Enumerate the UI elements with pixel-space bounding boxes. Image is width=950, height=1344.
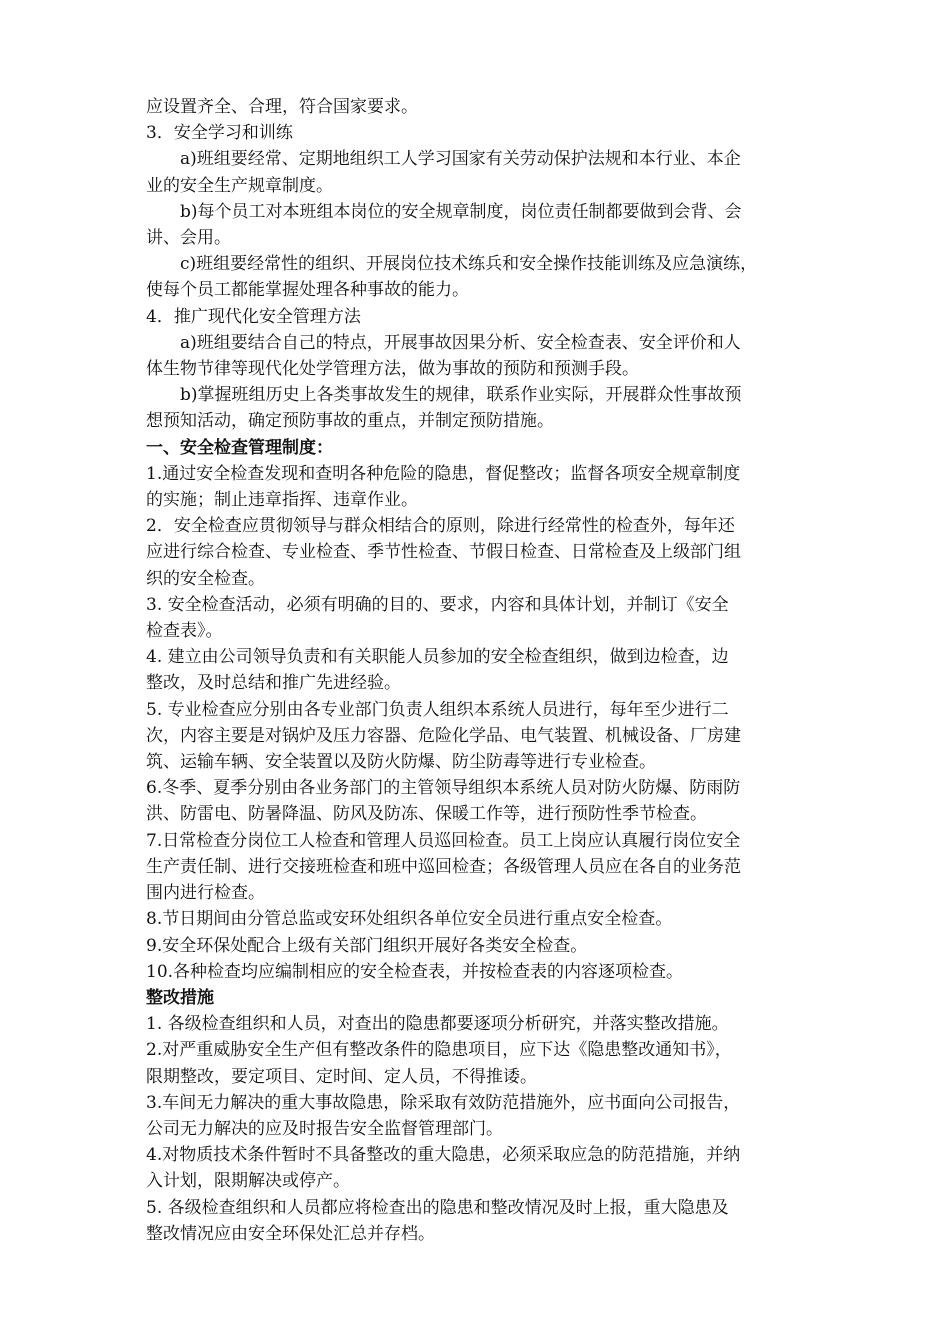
inspection-item-line: 织的安全检查。 xyxy=(146,568,265,589)
inspection-item xyxy=(146,513,822,592)
inspection-item-line: 8.节日期间由分管总监或安环处组织各单位安全员进行重点安全检查。 xyxy=(146,909,673,930)
section3-item-c-line2: 使每个员工都能掌握处理各种事故的能力。 xyxy=(146,280,469,301)
rectification-item-line: 限期整改，要定项目、定时间、定人员，不得推诿。 xyxy=(146,1066,537,1087)
inspection-item-line: 应进行综合检查、专业检查、季节性检查、节假日检查、日常检查及上级部门组 xyxy=(146,542,741,563)
inspection-item-line: 6.冬季、夏季分别由各业务部门的主管领导组织本系统人员对防火防爆、防雨防 xyxy=(146,778,741,799)
inspection-item-line: 的实施；制止违章指挥、违章作业。 xyxy=(146,490,418,511)
inspection-item-line: 1.通过安全检查发现和查明各种危险的隐患，督促整改；监督各项安全规章制度 xyxy=(146,463,741,484)
inspection-item xyxy=(146,697,822,776)
section3-item-c-line1: c)班组要经常性的组织、开展岗位技术练兵和安全操作技能训练及应急演练， xyxy=(180,254,758,275)
rectification-list xyxy=(146,1011,822,1247)
section4-item-b-line2: 想预知活动，确定预防事故的重点，并制定预防措施。 xyxy=(146,411,554,432)
inspection-item-line: 生产责任制、进行交接班检查和班中巡回检查；各级管理人员应在各自的业务范 xyxy=(146,856,741,877)
section3-item-b-line2: 讲、会用。 xyxy=(146,228,231,249)
inspection-item xyxy=(146,644,822,696)
rectification-item xyxy=(146,1090,822,1142)
section3-item-a-line1: a)班组要经常、定期地组织工人学习国家有关劳动保护法规和本行业、本企 xyxy=(180,149,741,170)
inspection-item xyxy=(146,906,822,932)
rectification-item-line: 2.对严重威胁安全生产但有整改条件的隐患项目，应下达《隐患整改通知书》， xyxy=(146,1040,732,1061)
rectification-item-line: 公司无力解决的应及时报告安全监督管理部门。 xyxy=(146,1118,503,1139)
section4-item-a-line2: 体生物节律等现代化处学管理方法，做为事故的预防和预测手段。 xyxy=(146,359,639,380)
inspection-item-line: 筑、运输车辆、安全装置以及防火防爆、防尘防毒等进行专业检查。 xyxy=(146,752,656,773)
section3-item-b-line1: b)每个员工对本班组本岗位的安全规章制度，岗位责任制都要做到会背、会 xyxy=(180,201,742,222)
inspection-item xyxy=(146,959,822,985)
inspection-item xyxy=(146,828,822,907)
section4-title: 4．推广现代化安全管理方法 xyxy=(146,306,361,327)
rectification-item xyxy=(146,1011,822,1037)
rectification-item-line: 4.对物质技术条件暂时不具备整改的重大隐患，必须采取应急的防范措施，并纳 xyxy=(146,1145,741,1166)
rectification-item-line: 整改情况应由安全环保处汇总并存档。 xyxy=(146,1223,435,1244)
inspection-item-line: 洪、防雷电、防暑降温、防风及防冻、保暖工作等，进行预防性季节检查。 xyxy=(146,804,707,825)
inspection-heading: 一、安全检查管理制度： xyxy=(146,437,333,458)
section4-item-a-line1: a)班组要结合自己的特点，开展事故因果分析、安全检查表、安全评价和人 xyxy=(180,332,741,353)
section4-item-b-line1: b)掌握班组历史上各类事故发生的规律，联系作业实际，开展群众性事故预 xyxy=(180,385,742,406)
document-page xyxy=(146,94,822,1247)
rectification-item-line: 1. 各级检查组织和人员，对查出的隐患都要逐项分析研究，并落实整改措施。 xyxy=(146,1014,729,1035)
inspection-item xyxy=(146,775,822,827)
rectification-item-line: 3.车间无力解决的重大事故隐患，除采取有效防范措施外，应书面向公司报告， xyxy=(146,1092,741,1113)
inspection-item-line: 次，内容主要是对锅炉及压力容器、危险化学品、电气装置、机械设备、厂房建 xyxy=(146,725,741,746)
rectification-item xyxy=(146,1037,822,1089)
inspection-item-line: 检查表》。 xyxy=(146,621,223,642)
inspection-item-line: 10.各种检查均应编制相应的安全检查表，并按检查表的内容逐项检查。 xyxy=(146,961,684,982)
section3-item-a-line2: 业的安全生产规章制度。 xyxy=(146,175,333,196)
inspection-item-line: 3. 安全检查活动，必须有明确的目的、要求，内容和具体计划，并制订《安全 xyxy=(146,594,729,615)
intro-tail: 应设置齐全、合理，符合国家要求。 xyxy=(146,97,418,117)
rectification-item xyxy=(146,1142,822,1194)
inspection-item-line: 围内进行检查。 xyxy=(146,883,265,904)
inspection-item xyxy=(146,461,822,513)
inspection-list xyxy=(146,461,822,985)
rectification-heading: 整改措施 xyxy=(146,987,214,1008)
rectification-item-line: 入计划，限期解决或停产。 xyxy=(146,1171,350,1192)
inspection-item xyxy=(146,933,822,959)
inspection-item xyxy=(146,592,822,644)
section3-title: 3．安全学习和训练 xyxy=(146,123,293,144)
inspection-item-line: 7.日常检查分岗位工人检查和管理人员巡回检查。员工上岗应认真履行岗位安全 xyxy=(146,830,741,851)
rectification-item xyxy=(146,1195,822,1247)
inspection-item-line: 5. 专业检查应分别由各专业部门负责人组织本系统人员进行，每年至少进行二 xyxy=(146,699,729,720)
inspection-item-line: 4. 建立由公司领导负责和有关职能人员参加的安全检查组织，做到边检查，边 xyxy=(146,647,729,668)
inspection-item-line: 整改，及时总结和推广先进经验。 xyxy=(146,673,401,694)
inspection-item-line: 2．安全检查应贯彻领导与群众相结合的原则，除进行经常性的检查外，每年还 xyxy=(146,516,735,537)
rectification-item-line: 5. 各级检查组织和人员都应将检查出的隐患和整改情况及时上报，重大隐患及 xyxy=(146,1197,729,1218)
inspection-item-line: 9.安全环保处配合上级有关部门组织开展好各类安全检查。 xyxy=(146,935,588,956)
